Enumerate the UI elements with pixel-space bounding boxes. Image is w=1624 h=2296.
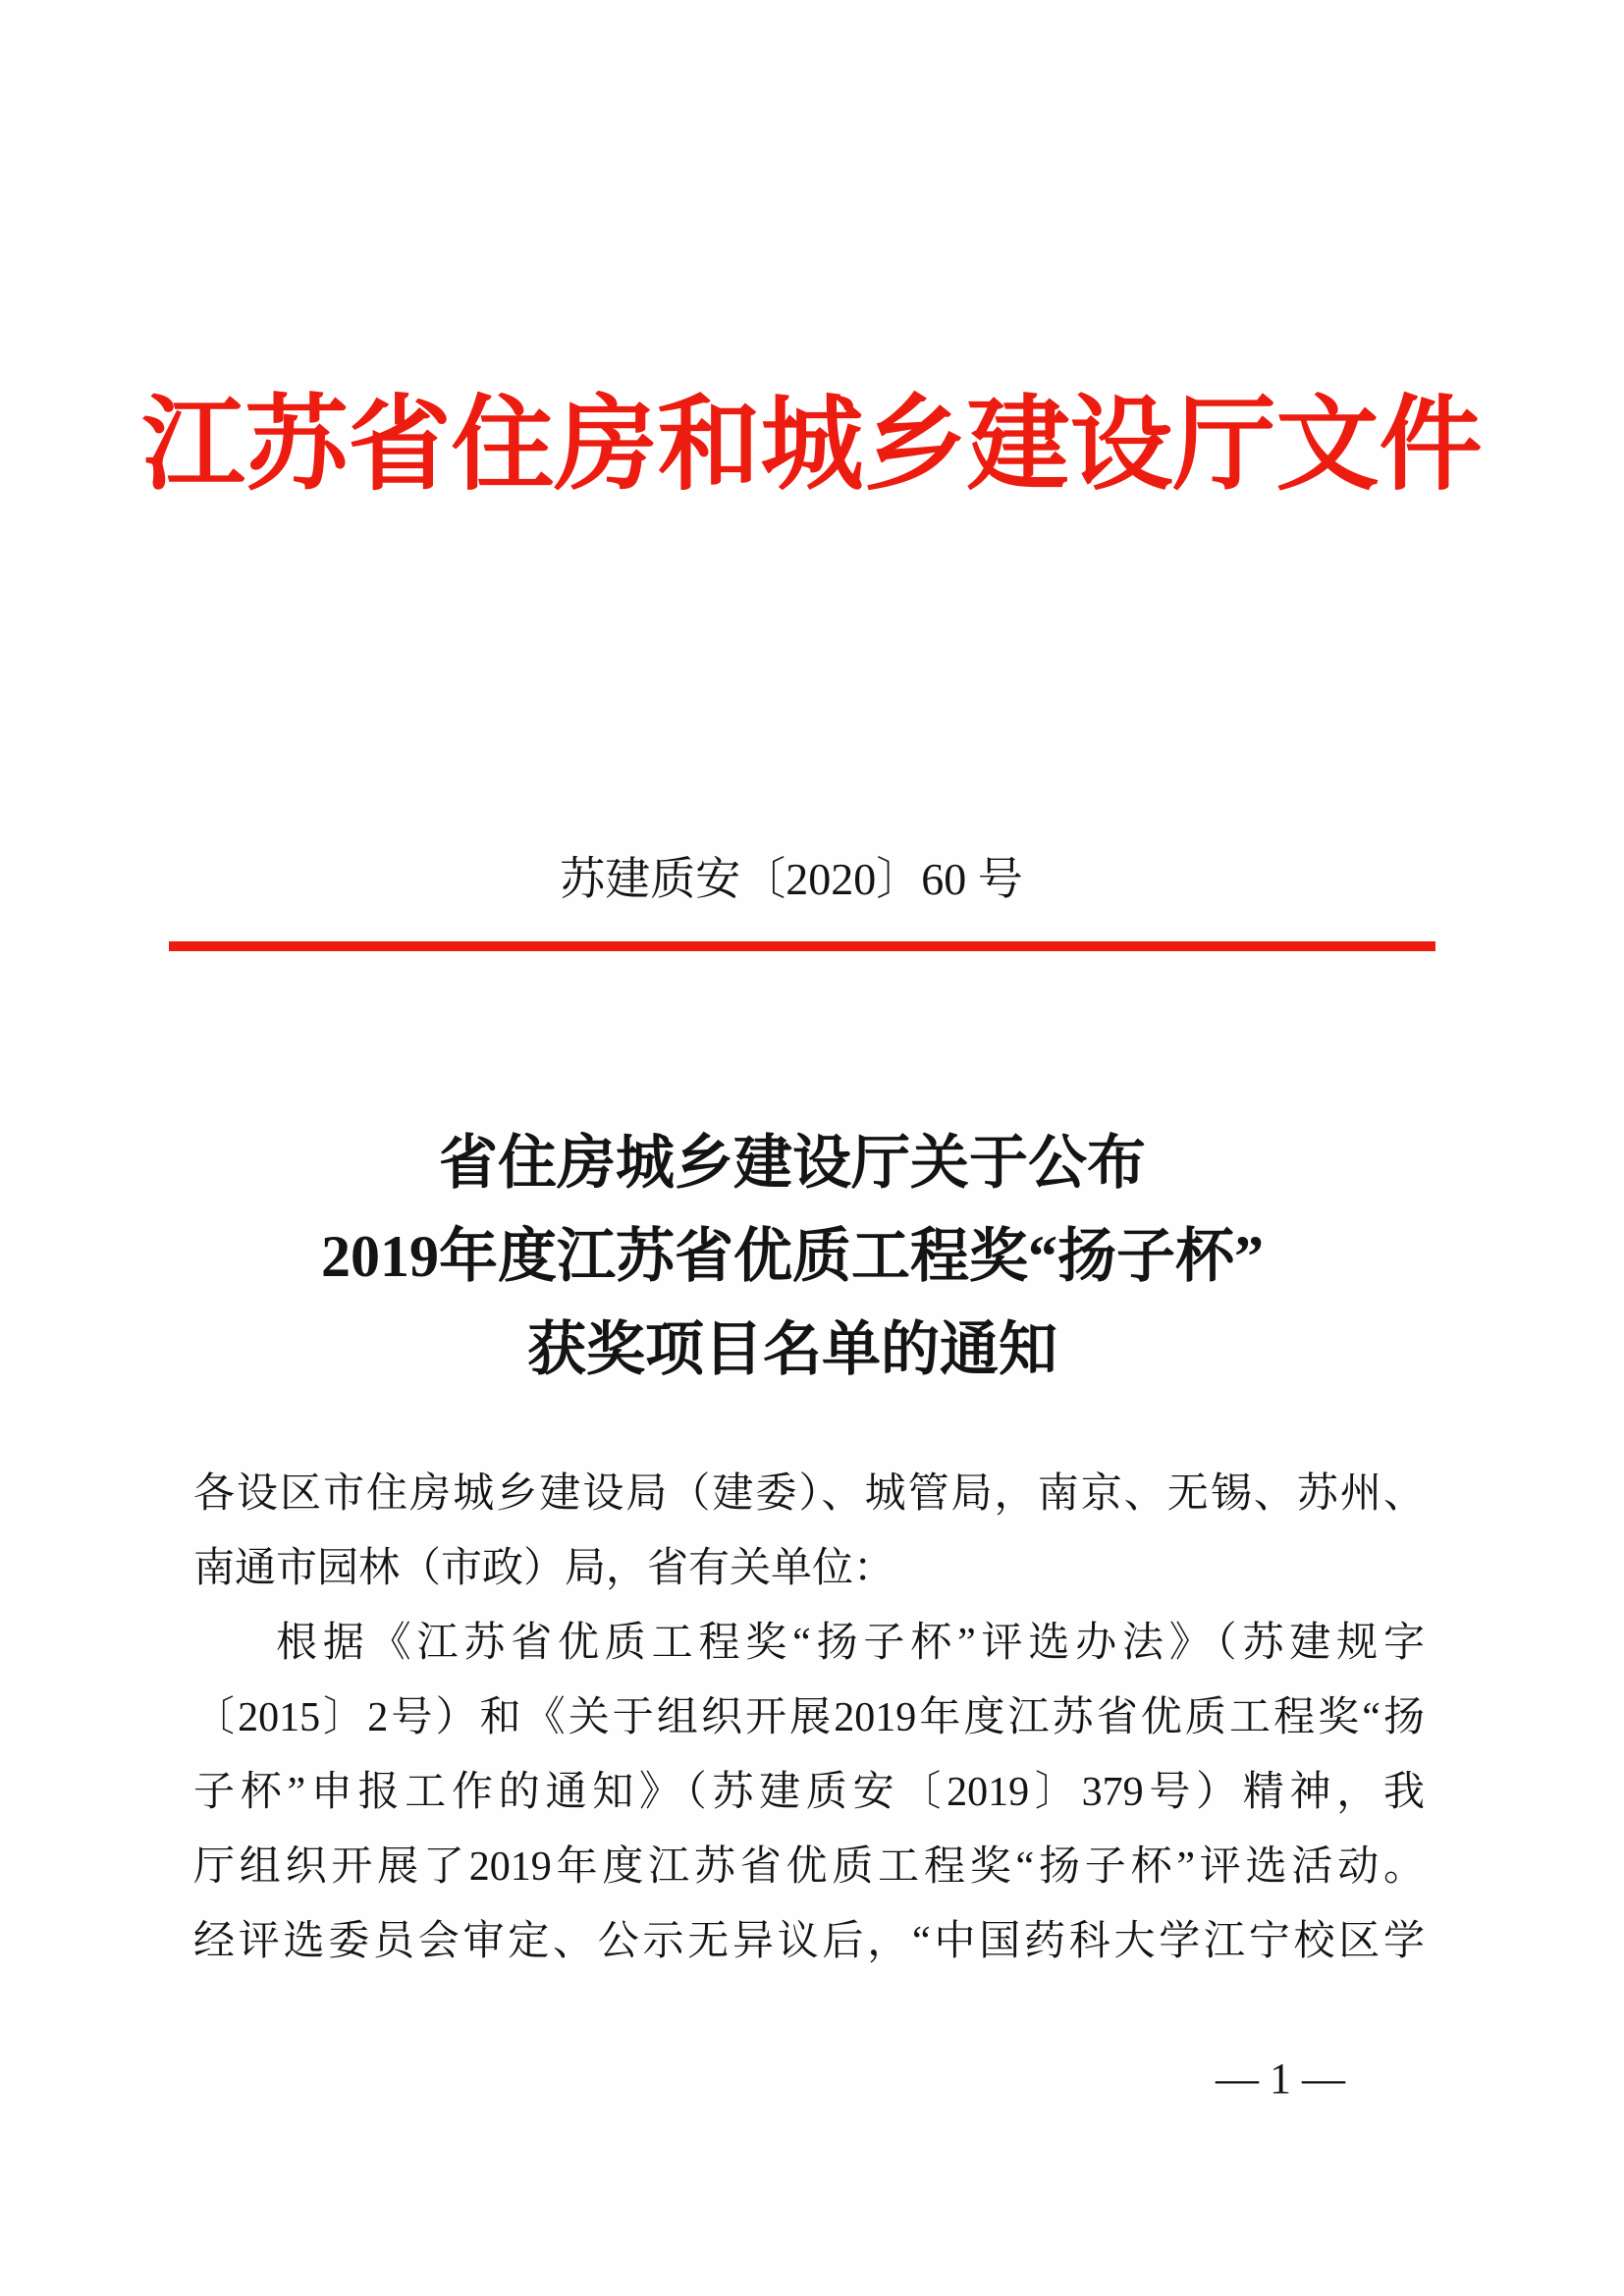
notice-title <box>0 1117 1604 1397</box>
notice-title-line-2: 2019年度江苏省优质工程奖“扬子杯” <box>321 1224 1264 1289</box>
notice-title-line-3: 获奖项目名单的通知 <box>527 1317 1057 1382</box>
body-paragraph-line: 经评选委员会审定、公示无异议后，“中国药科大学江宁校区学 <box>193 1919 1425 1964</box>
salutation-line: 南通市园林（市政）局，省有关单位： <box>193 1546 895 1591</box>
document-reference-number: 苏建质安〔2020〕60 号 <box>560 854 1023 904</box>
body-paragraph-line: 厅组织开展了2019年度江苏省优质工程奖“扬子杯”评选活动。 <box>193 1844 1425 1890</box>
notice-title-line-1: 省住房城乡建设厅关于公布 <box>439 1131 1146 1196</box>
page-number: — 1 — <box>1216 2055 1345 2103</box>
salutation-line: 各设区市住房城乡建设局（建委）、城管局，南京、无锡、苏州、 <box>193 1471 1425 1517</box>
body-paragraph-line: 子杯”申报工作的通知》（苏建质安〔2019〕379号）精神，我 <box>193 1770 1425 1815</box>
red-separator-rule <box>169 941 1435 951</box>
body-paragraph-line: 〔2015〕2号）和《关于组织开展2019年度江苏省优质工程奖“扬 <box>193 1695 1425 1740</box>
document-body <box>193 1457 1425 1979</box>
letterhead-title: 江苏省住房和城乡建设厅文件 <box>141 388 1483 503</box>
body-paragraph-line: 根据《江苏省优质工程奖“扬子杯”评选办法》（苏建规字 <box>276 1621 1425 1666</box>
